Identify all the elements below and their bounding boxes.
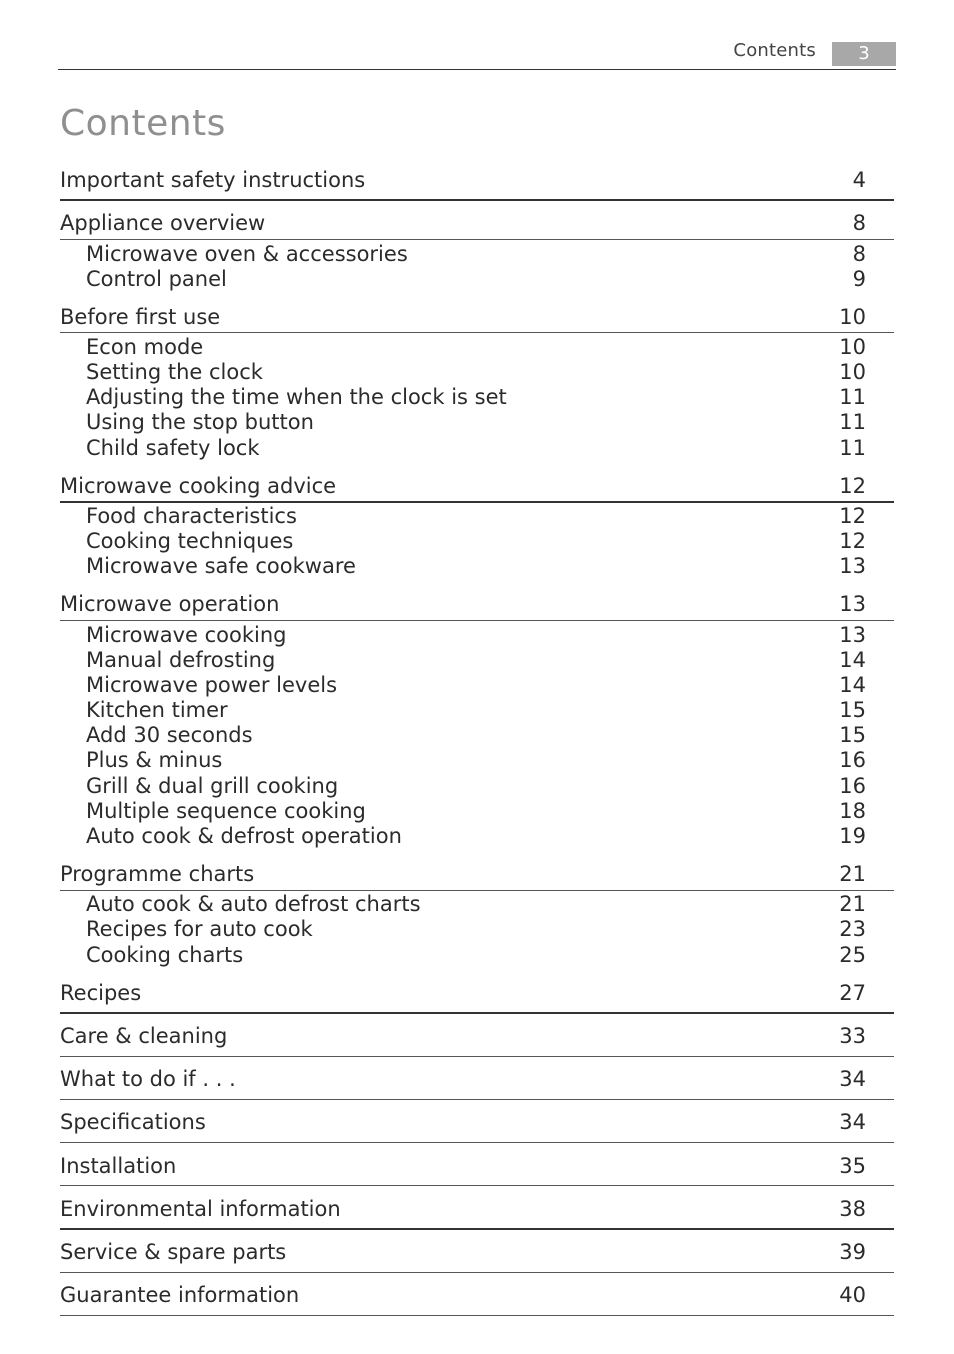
toc-entry-page: 14 <box>839 673 866 697</box>
toc-entry-label: Child safety lock <box>86 436 260 460</box>
toc-entry-page: 12 <box>839 504 866 528</box>
toc-entry-label: Microwave operation <box>60 592 280 616</box>
toc-entry-page: 35 <box>839 1154 866 1178</box>
toc-entry-label: Add 30 seconds <box>86 723 253 747</box>
toc-entry-label: Control panel <box>86 267 227 291</box>
section-divider <box>60 332 894 333</box>
toc-entry-label: Kitchen timer <box>86 698 228 722</box>
toc-entry-label: Appliance overview <box>60 211 266 235</box>
toc-entry-page: 10 <box>839 335 866 359</box>
toc-entry-page: 38 <box>839 1197 866 1221</box>
toc-entry-page: 11 <box>839 410 866 434</box>
toc-entry-page: 21 <box>839 862 866 886</box>
toc-entry-page: 10 <box>839 305 866 329</box>
toc-entry-page: 16 <box>839 748 866 772</box>
toc-entry-page: 13 <box>839 623 866 647</box>
toc-entry-label: Cooking charts <box>86 943 244 967</box>
section-divider <box>60 890 894 891</box>
toc-entry-label: Adjusting the time when the clock is set <box>86 385 507 409</box>
toc-entry-label: Installation <box>60 1154 177 1178</box>
toc-entry-label: Multiple sequence cooking <box>86 799 366 823</box>
running-header <box>58 36 896 70</box>
toc-entry-page: 8 <box>852 242 866 266</box>
toc-entry-page: 23 <box>839 917 866 941</box>
toc-entry-label: Important safety instructions <box>60 168 366 192</box>
toc-entry-page: 25 <box>839 943 866 967</box>
toc-entry-page: 13 <box>839 554 866 578</box>
toc-entry-label: Programme charts <box>60 862 255 886</box>
toc-entry-label: Setting the clock <box>86 360 263 384</box>
toc-entry-label: Auto cook & defrost operation <box>86 824 402 848</box>
toc-entry-label: Guarantee information <box>60 1283 300 1307</box>
toc-entry-label: Food characteristics <box>86 504 297 528</box>
toc-entry-label: Using the stop button <box>86 410 314 434</box>
toc-entry-label: Recipes <box>60 981 142 1005</box>
section-divider <box>60 199 894 201</box>
toc-entry-page: 13 <box>839 592 866 616</box>
toc-entry-label: Grill & dual grill cooking <box>86 774 339 798</box>
section-divider <box>60 1185 894 1186</box>
toc-entry-page: 34 <box>839 1110 866 1134</box>
toc-entry-label: Specifications <box>60 1110 206 1134</box>
toc-entry-page: 19 <box>839 824 866 848</box>
toc-entry-page: 9 <box>852 267 866 291</box>
toc-entry-label: Microwave safe cookware <box>86 554 356 578</box>
toc-entry-page: 11 <box>839 385 866 409</box>
toc-entry-page: 39 <box>839 1240 866 1264</box>
toc-entry-label: Auto cook & auto defrost charts <box>86 892 421 916</box>
section-divider <box>60 1099 894 1100</box>
toc-entry-label: Econ mode <box>86 335 204 359</box>
toc-entry-label: Manual defrosting <box>86 648 276 672</box>
toc-entry-page: 21 <box>839 892 866 916</box>
section-divider <box>60 620 894 621</box>
section-divider <box>60 501 894 503</box>
page-title: Contents <box>60 103 226 144</box>
toc-entry-page: 33 <box>839 1024 866 1048</box>
page-number-tab: 3 <box>832 42 896 66</box>
toc-entry-page: 34 <box>839 1067 866 1091</box>
toc-entry-label: Care & cleaning <box>60 1024 228 1048</box>
toc-entry-page: 12 <box>839 474 866 498</box>
toc-entry-label: What to do if . . . <box>60 1067 236 1091</box>
toc-entry-page: 4 <box>852 168 866 192</box>
toc-entry-page: 12 <box>839 529 866 553</box>
toc-entry-label: Plus & minus <box>86 748 223 772</box>
toc-entry-label: Cooking techniques <box>86 529 294 553</box>
section-divider <box>60 1142 894 1143</box>
header-section-label: Contents <box>733 40 816 61</box>
toc-entry-page: 10 <box>839 360 866 384</box>
toc-entry-page: 16 <box>839 774 866 798</box>
toc-entry-label: Microwave power levels <box>86 673 338 697</box>
section-divider <box>60 1272 894 1273</box>
section-divider <box>60 1315 894 1316</box>
section-divider <box>60 1012 894 1014</box>
toc-entry-page: 15 <box>839 698 866 722</box>
toc-entry-page: 11 <box>839 436 866 460</box>
toc-entry-label: Environmental information <box>60 1197 341 1221</box>
toc-entry-page: 15 <box>839 723 866 747</box>
section-divider <box>60 1056 894 1057</box>
toc-entry-label: Recipes for auto cook <box>86 917 313 941</box>
toc-entry-label: Microwave cooking <box>86 623 287 647</box>
toc-entry-page: 14 <box>839 648 866 672</box>
toc-entry-page: 18 <box>839 799 866 823</box>
toc-entry-page: 27 <box>839 981 866 1005</box>
toc-entry-label: Microwave cooking advice <box>60 474 337 498</box>
toc-entry-page: 8 <box>852 211 866 235</box>
section-divider <box>60 239 894 240</box>
toc-entry-label: Service & spare parts <box>60 1240 287 1264</box>
toc-entry-page: 40 <box>839 1283 866 1307</box>
toc-entry-label: Before first use <box>60 305 221 329</box>
toc-entry-label: Microwave oven & accessories <box>86 242 408 266</box>
section-divider <box>60 1228 894 1230</box>
